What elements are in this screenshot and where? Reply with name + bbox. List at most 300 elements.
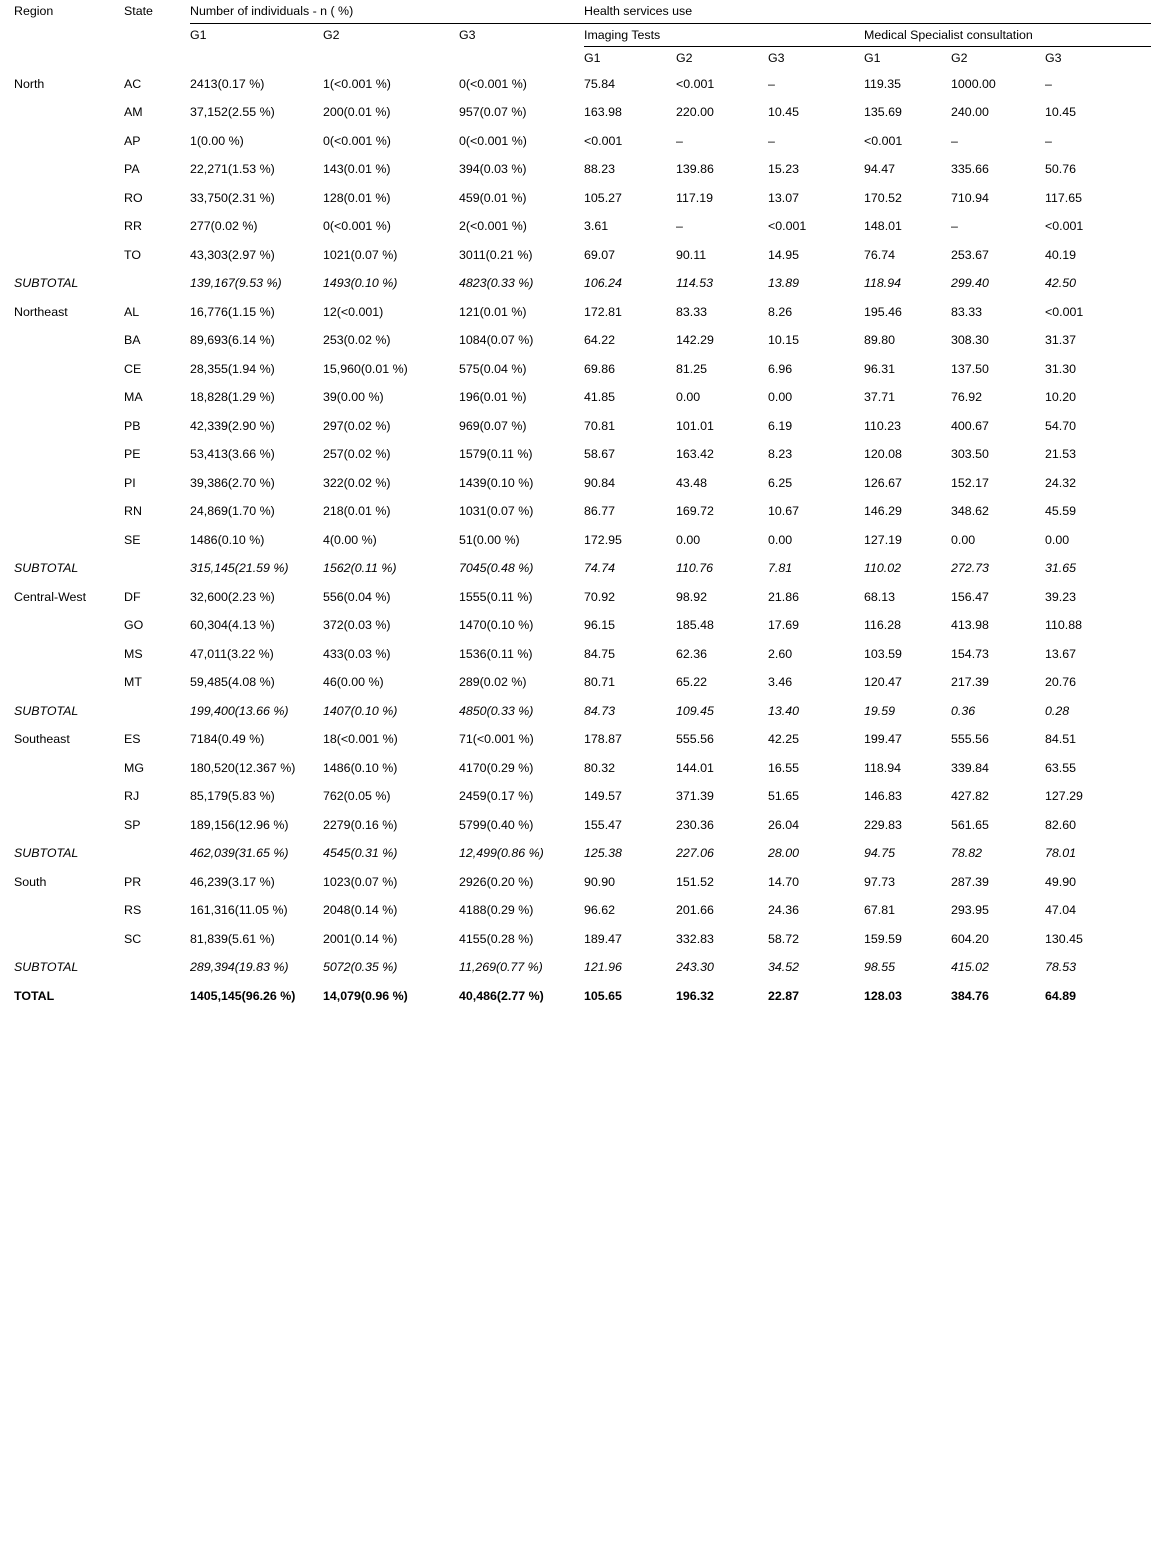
- cell-medical-g3: –: [1045, 133, 1052, 148]
- cell-imaging-g3: 3.46: [768, 675, 793, 689]
- cell-individuals-g3: 12,499(0.86 %): [459, 846, 544, 860]
- cell-individuals-g3: 4823(0.33 %): [459, 276, 534, 290]
- cell-medical-g3: 20.76: [1045, 675, 1077, 689]
- table-row: [14, 782, 1151, 811]
- column-group-health-services-use: Health services use: [584, 0, 1151, 23]
- cell-state: SC: [124, 931, 142, 946]
- cell-imaging-g1: 3.61: [584, 219, 609, 233]
- cell-medical-g1: 146.83: [864, 789, 902, 803]
- cell-individuals-g1: 1405,145(96.26 %): [190, 988, 296, 1003]
- cell-medical-g2: 83.33: [951, 304, 983, 319]
- cell-state: MG: [124, 760, 144, 775]
- cell-medical-g2: 400.67: [951, 418, 989, 433]
- cell-imaging-g3: 8.26: [768, 304, 793, 319]
- cell-medical-g2: 78.82: [951, 846, 983, 860]
- cell-medical-g3: 78.53: [1045, 960, 1077, 974]
- cell-medical-g2: 384.76: [951, 988, 989, 1003]
- cell-region: SUBTOTAL: [14, 960, 79, 974]
- cell-individuals-g1: 462,039(31.65 %): [190, 846, 289, 860]
- cell-medical-g1: 116.28: [864, 618, 901, 632]
- cell-medical-g2: 710.94: [951, 190, 989, 205]
- cell-region: [14, 412, 124, 441]
- cell-individuals-g2: 2279(0.16 %): [323, 817, 398, 832]
- cell-imaging-g2: 201.66: [676, 903, 714, 917]
- cell-imaging-g3: 6.19: [768, 418, 793, 433]
- cell-medical-g2: 154.73: [951, 646, 989, 661]
- cell-medical-g3: 10.20: [1045, 390, 1077, 404]
- cell-individuals-g2: 218(0.01 %): [323, 504, 391, 518]
- cell-region: SUBTOTAL: [14, 276, 79, 290]
- cell-individuals-g2: 143(0.01 %): [323, 162, 391, 176]
- cell-imaging-g3: 58.72: [768, 931, 800, 946]
- table-body: [14, 70, 1151, 1011]
- cell-region: Northeast: [14, 304, 68, 319]
- table-row: [14, 611, 1151, 640]
- cell-imaging-g3: 13.40: [768, 703, 800, 718]
- cell-imaging-g3: 2.60: [768, 646, 793, 661]
- cell-medical-g2: 272.73: [951, 561, 989, 575]
- cell-imaging-g2: 163.42: [676, 447, 714, 461]
- table-row: [14, 668, 1151, 697]
- table-row: [14, 526, 1151, 555]
- cell-imaging-g1: 189.47: [584, 931, 622, 946]
- cell-imaging-g1: 41.85: [584, 390, 616, 404]
- cell-medical-g3: 47.04: [1045, 903, 1077, 917]
- table-row-subtotal: [14, 839, 1151, 868]
- cell-individuals-g1: 189,156(12.96 %): [190, 817, 289, 832]
- table-row: [14, 440, 1151, 469]
- cell-medical-g3: 21.53: [1045, 447, 1077, 461]
- cell-individuals-g3: 1536(0.11 %): [459, 646, 533, 661]
- cell-medical-g1: 148.01: [864, 219, 902, 233]
- cell-state: RJ: [124, 789, 140, 803]
- cell-imaging-g3: 17.69: [768, 618, 800, 632]
- table-row: [14, 725, 1151, 754]
- cell-individuals-g3: 0(<0.001 %): [459, 76, 527, 91]
- cell-state: BA: [124, 333, 141, 347]
- cell-state: [124, 982, 190, 1011]
- cell-region: [14, 212, 124, 241]
- cell-state: GO: [124, 618, 144, 632]
- cell-region: South: [14, 874, 47, 889]
- cell-state: MA: [124, 390, 143, 404]
- cell-imaging-g2: 117.19: [676, 190, 713, 205]
- cell-medical-g3: 0.00: [1045, 532, 1070, 547]
- cell-individuals-g1: 18,828(1.29 %): [190, 390, 275, 404]
- cell-individuals-g2: 1486(0.10 %): [323, 760, 398, 775]
- cell-state: PB: [124, 418, 141, 433]
- cell-individuals-g1: 7184(0.49 %): [190, 732, 265, 746]
- header-row-subgroups: [14, 23, 1151, 47]
- cell-region: [14, 896, 124, 925]
- table-row: [14, 127, 1151, 156]
- cell-individuals-g1: 46,239(3.17 %): [190, 874, 275, 889]
- cell-region: TOTAL: [14, 988, 55, 1003]
- column-header-region: Region: [14, 4, 54, 18]
- cell-medical-g1: 76.74: [864, 247, 896, 262]
- column-header-individuals-g2: G2: [323, 27, 340, 42]
- cell-imaging-g1: 172.95: [584, 532, 622, 547]
- cell-medical-g3: –: [1045, 76, 1052, 91]
- cell-imaging-g1: 149.57: [584, 789, 622, 803]
- cell-imaging-g1: <0.001: [584, 133, 623, 148]
- cell-region: Central-West: [14, 589, 87, 604]
- cell-imaging-g1: 106.24: [584, 276, 622, 290]
- cell-individuals-g3: 957(0.07 %): [459, 105, 527, 119]
- cell-imaging-g2: 196.32: [676, 988, 714, 1003]
- cell-individuals-g1: 39,386(2.70 %): [190, 475, 275, 490]
- cell-individuals-g2: 4545(0.31 %): [323, 846, 398, 860]
- cell-state: [124, 697, 190, 726]
- cell-imaging-g3: 16.55: [768, 760, 800, 775]
- column-header-imaging-g1: G1: [584, 51, 601, 65]
- cell-individuals-g3: 4170(0.29 %): [459, 760, 534, 775]
- cell-medical-g3: 54.70: [1045, 418, 1077, 433]
- cell-individuals-g1: 85,179(5.83 %): [190, 789, 275, 803]
- cell-region: [14, 811, 124, 840]
- cell-imaging-g3: 28.00: [768, 846, 800, 860]
- cell-individuals-g3: 4850(0.33 %): [459, 703, 534, 718]
- cell-individuals-g1: 37,152(2.55 %): [190, 105, 275, 119]
- cell-state: [124, 269, 190, 298]
- header-spacer-individuals-g1: [190, 47, 323, 70]
- cell-imaging-g2: 227.06: [676, 846, 714, 860]
- cell-individuals-g2: 15,960(0.01 %): [323, 361, 408, 376]
- cell-imaging-g1: 64.22: [584, 333, 616, 347]
- cell-medical-g2: 253.67: [951, 247, 989, 262]
- cell-imaging-g2: 110.76: [676, 561, 713, 575]
- cell-imaging-g1: 86.77: [584, 504, 616, 518]
- column-group-imaging-tests: Imaging Tests: [584, 23, 864, 47]
- cell-individuals-g3: 969(0.07 %): [459, 418, 527, 433]
- cell-imaging-g3: 10.67: [768, 504, 800, 518]
- cell-imaging-g2: –: [676, 133, 683, 148]
- cell-imaging-g2: 220.00: [676, 105, 714, 119]
- cell-medical-g2: 293.95: [951, 903, 989, 917]
- cell-individuals-g2: 46(0.00 %): [323, 675, 384, 689]
- table-row: [14, 497, 1151, 526]
- cell-imaging-g1: 70.92: [584, 589, 616, 604]
- cell-imaging-g2: 371.39: [676, 789, 714, 803]
- table-row: [14, 70, 1151, 99]
- header-spacer-individuals-g2: [323, 47, 459, 70]
- cell-medical-g3: 24.32: [1045, 475, 1077, 490]
- cell-imaging-g3: 7.81: [768, 561, 793, 575]
- cell-individuals-g3: 459(0.01 %): [459, 190, 527, 205]
- cell-medical-g2: 0.36: [951, 703, 976, 718]
- cell-medical-g2: 335.66: [951, 162, 989, 176]
- table-row: [14, 896, 1151, 925]
- cell-individuals-g1: 2413(0.17 %): [190, 76, 265, 91]
- table-header: [14, 0, 1151, 70]
- cell-imaging-g2: 109.45: [676, 703, 714, 718]
- cell-medical-g3: 40.19: [1045, 247, 1077, 262]
- cell-region: [14, 754, 124, 783]
- cell-individuals-g2: 200(0.01 %): [323, 105, 391, 119]
- cell-individuals-g2: 12(<0.001): [323, 304, 384, 319]
- cell-state: PA: [124, 162, 140, 176]
- cell-state: TO: [124, 247, 141, 262]
- table-row: [14, 355, 1151, 384]
- cell-imaging-g1: 105.65: [584, 988, 622, 1003]
- cell-medical-g3: 13.67: [1045, 646, 1077, 661]
- cell-region: [14, 440, 124, 469]
- cell-state: CE: [124, 361, 142, 376]
- cell-medical-g3: 63.55: [1045, 760, 1077, 775]
- cell-individuals-g3: 2926(0.20 %): [459, 874, 534, 889]
- cell-individuals-g2: 322(0.02 %): [323, 475, 391, 490]
- cell-medical-g3: <0.001: [1045, 219, 1084, 233]
- cell-imaging-g2: 185.48: [676, 618, 714, 632]
- table-row: [14, 212, 1151, 241]
- column-header-medical-g3: G3: [1045, 51, 1062, 65]
- cell-imaging-g1: 105.27: [584, 190, 622, 205]
- cell-individuals-g1: 33,750(2.31 %): [190, 190, 275, 205]
- cell-imaging-g3: 8.23: [768, 447, 793, 461]
- table-row: [14, 155, 1151, 184]
- cell-imaging-g1: 88.23: [584, 162, 616, 176]
- cell-imaging-g3: 6.96: [768, 361, 793, 376]
- cell-state: AL: [124, 304, 140, 319]
- cell-medical-g2: 1000.00: [951, 76, 996, 91]
- cell-individuals-g1: 32,600(2.23 %): [190, 589, 275, 604]
- cell-imaging-g1: 70.81: [584, 418, 616, 433]
- cell-state: DF: [124, 589, 141, 604]
- cell-imaging-g2: 0.00: [676, 532, 701, 547]
- cell-medical-g3: 130.45: [1045, 931, 1083, 946]
- column-header-medical-g2: G2: [951, 51, 968, 65]
- cell-imaging-g3: 13.89: [768, 276, 800, 290]
- cell-medical-g1: 135.69: [864, 105, 902, 119]
- cell-imaging-g3: 34.52: [768, 960, 800, 974]
- cell-imaging-g2: 142.29: [676, 333, 714, 347]
- cell-medical-g2: 299.40: [951, 276, 989, 290]
- cell-individuals-g2: 372(0.03 %): [323, 618, 391, 632]
- cell-region: [14, 497, 124, 526]
- cell-region: [14, 469, 124, 498]
- cell-state: RR: [124, 219, 142, 233]
- header-spacer-region-2: [14, 47, 124, 70]
- cell-region: SUBTOTAL: [14, 703, 79, 718]
- cell-medical-g1: 110.23: [864, 418, 901, 433]
- cell-medical-g3: 82.60: [1045, 817, 1077, 832]
- cell-medical-g1: 120.08: [864, 447, 902, 461]
- table-row-subtotal: [14, 554, 1151, 583]
- cell-medical-g2: 415.02: [951, 960, 989, 974]
- cell-state: ES: [124, 732, 141, 746]
- cell-individuals-g2: 253(0.02 %): [323, 333, 391, 347]
- cell-medical-g1: 146.29: [864, 504, 902, 518]
- cell-medical-g2: 348.62: [951, 504, 989, 518]
- cell-medical-g1: <0.001: [864, 133, 903, 148]
- cell-state: PE: [124, 447, 141, 461]
- cell-medical-g1: 199.47: [864, 732, 902, 746]
- cell-individuals-g1: 16,776(1.15 %): [190, 304, 275, 319]
- cell-imaging-g1: 172.81: [584, 304, 622, 319]
- cell-medical-g2: 152.17: [951, 475, 989, 490]
- cell-imaging-g3: –: [768, 76, 775, 91]
- cell-medical-g3: 110.88: [1045, 618, 1082, 632]
- cell-individuals-g3: 7045(0.48 %): [459, 561, 534, 575]
- table-row-subtotal: [14, 697, 1151, 726]
- cell-medical-g3: 127.29: [1045, 789, 1083, 803]
- cell-state: AC: [124, 76, 142, 91]
- cell-region: [14, 668, 124, 697]
- cell-region: North: [14, 76, 45, 91]
- cell-imaging-g2: 98.92: [676, 589, 708, 604]
- cell-region: SUBTOTAL: [14, 846, 79, 860]
- cell-imaging-g1: 80.71: [584, 675, 616, 689]
- cell-medical-g1: 118.94: [864, 760, 901, 775]
- cell-state: AP: [124, 133, 141, 148]
- cell-individuals-g1: 53,413(3.66 %): [190, 447, 275, 461]
- column-group-medical-specialist-consultation: Medical Specialist consultation: [864, 23, 1151, 47]
- cell-individuals-g2: 762(0.05 %): [323, 789, 391, 803]
- cell-individuals-g3: 1084(0.07 %): [459, 333, 534, 347]
- cell-medical-g2: 0.00: [951, 532, 976, 547]
- cell-medical-g3: 49.90: [1045, 874, 1077, 889]
- cell-region: [14, 155, 124, 184]
- cell-region: [14, 782, 124, 811]
- table-row-subtotal: [14, 269, 1151, 298]
- cell-individuals-g3: 2(<0.001 %): [459, 219, 527, 233]
- cell-individuals-g2: 1023(0.07 %): [323, 874, 398, 889]
- cell-medical-g2: 303.50: [951, 447, 989, 461]
- cell-medical-g1: 67.81: [864, 903, 896, 917]
- cell-imaging-g1: 121.96: [584, 960, 622, 974]
- cell-medical-g1: 103.59: [864, 646, 902, 661]
- cell-individuals-g1: 81,839(5.61 %): [190, 931, 275, 946]
- cell-imaging-g2: –: [676, 219, 683, 233]
- cell-region: [14, 241, 124, 270]
- cell-imaging-g2: 230.36: [676, 817, 714, 832]
- cell-state: [124, 554, 190, 583]
- column-group-number-of-individuals: Number of individuals - n ( %): [190, 0, 584, 23]
- cell-imaging-g1: 125.38: [584, 846, 622, 860]
- cell-region: [14, 526, 124, 555]
- cell-state: AM: [124, 105, 143, 119]
- cell-individuals-g1: 180,520(12.367 %): [190, 760, 296, 775]
- cell-individuals-g2: 39(0.00 %): [323, 390, 384, 404]
- cell-imaging-g2: 243.30: [676, 960, 714, 974]
- cell-imaging-g3: 21.86: [768, 589, 800, 604]
- cell-medical-g1: 170.52: [864, 190, 902, 205]
- cell-individuals-g1: 199,400(13.66 %): [190, 703, 289, 718]
- cell-imaging-g1: 155.47: [584, 817, 622, 832]
- table-row: [14, 98, 1151, 127]
- cell-individuals-g1: 24,869(1.70 %): [190, 504, 275, 518]
- cell-individuals-g2: 433(0.03 %): [323, 646, 391, 661]
- cell-imaging-g1: 84.73: [584, 703, 616, 718]
- cell-state: MT: [124, 675, 142, 689]
- cell-individuals-g3: 196(0.01 %): [459, 390, 527, 404]
- cell-imaging-g3: 14.70: [768, 874, 800, 889]
- cell-individuals-g1: 161,316(11.05 %): [190, 903, 288, 917]
- cell-imaging-g2: 43.48: [676, 475, 708, 490]
- cell-region: [14, 640, 124, 669]
- cell-individuals-g3: 1031(0.07 %): [459, 504, 534, 518]
- cell-individuals-g2: 4(0.00 %): [323, 532, 377, 547]
- cell-imaging-g3: 22.87: [768, 988, 800, 1003]
- table-row-total: [14, 982, 1151, 1011]
- cell-medical-g3: 45.59: [1045, 504, 1077, 518]
- cell-individuals-g1: 43,303(2.97 %): [190, 247, 275, 262]
- cell-imaging-g2: 0.00: [676, 390, 701, 404]
- table-row: [14, 241, 1151, 270]
- cell-imaging-g1: 163.98: [584, 105, 622, 119]
- cell-imaging-g1: 96.15: [584, 618, 616, 632]
- cell-region: SUBTOTAL: [14, 561, 79, 575]
- cell-individuals-g3: 1555(0.11 %): [459, 589, 533, 604]
- cell-state: SE: [124, 532, 141, 547]
- cell-state: SP: [124, 817, 141, 832]
- cell-individuals-g1: 1(0.00 %): [190, 133, 244, 148]
- header-spacer-individuals-g3: [459, 47, 584, 70]
- cell-individuals-g2: 2048(0.14 %): [323, 903, 398, 917]
- cell-medical-g3: 42.50: [1045, 276, 1077, 290]
- cell-imaging-g1: 84.75: [584, 646, 616, 661]
- cell-medical-g2: 287.39: [951, 874, 989, 889]
- cell-individuals-g3: 121(0.01 %): [459, 304, 527, 319]
- cell-individuals-g1: 47,011(3.22 %): [190, 646, 274, 661]
- cell-individuals-g2: 1493(0.10 %): [323, 276, 398, 290]
- cell-region: [14, 326, 124, 355]
- cell-medical-g1: 126.67: [864, 475, 902, 490]
- cell-individuals-g2: 14,079(0.96 %): [323, 988, 408, 1003]
- cell-imaging-g1: 69.07: [584, 247, 616, 262]
- cell-imaging-g3: 24.36: [768, 903, 800, 917]
- cell-individuals-g2: 18(<0.001 %): [323, 732, 398, 746]
- cell-imaging-g2: 114.53: [676, 276, 713, 290]
- cell-medical-g1: 68.13: [864, 589, 896, 604]
- table-row: [14, 383, 1151, 412]
- cell-medical-g1: 37.71: [864, 390, 896, 404]
- table-row: [14, 469, 1151, 498]
- cell-medical-g2: 308.30: [951, 333, 989, 347]
- cell-individuals-g2: 1021(0.07 %): [323, 247, 398, 262]
- table-row: [14, 412, 1151, 441]
- cell-individuals-g1: 139,167(9.53 %): [190, 276, 282, 290]
- cell-medical-g1: 120.47: [864, 675, 902, 689]
- cell-imaging-g1: 80.32: [584, 760, 616, 775]
- cell-imaging-g3: –: [768, 133, 775, 148]
- cell-medical-g3: 31.37: [1045, 333, 1077, 347]
- cell-imaging-g3: 10.45: [768, 105, 800, 119]
- cell-imaging-g2: 332.83: [676, 931, 714, 946]
- column-header-state: State: [124, 4, 153, 18]
- cell-medical-g1: 89.80: [864, 333, 896, 347]
- cell-individuals-g1: 1486(0.10 %): [190, 532, 265, 547]
- cell-medical-g3: 64.89: [1045, 988, 1077, 1003]
- cell-region: [14, 355, 124, 384]
- cell-imaging-g1: 90.90: [584, 874, 616, 889]
- cell-individuals-g1: 89,693(6.14 %): [190, 333, 275, 347]
- cell-individuals-g3: 5799(0.40 %): [459, 817, 534, 832]
- cell-imaging-g3: 15.23: [768, 162, 800, 176]
- cell-medical-g3: 50.76: [1045, 162, 1077, 176]
- cell-imaging-g3: 26.04: [768, 817, 800, 832]
- cell-medical-g1: 159.59: [864, 931, 902, 946]
- cell-individuals-g3: 40,486(2.77 %): [459, 988, 544, 1003]
- cell-medical-g1: 110.02: [864, 561, 901, 575]
- cell-state: RN: [124, 504, 142, 518]
- cell-medical-g3: 10.45: [1045, 105, 1077, 119]
- cell-medical-g3: 117.65: [1045, 190, 1082, 205]
- cell-imaging-g2: 151.52: [676, 874, 714, 889]
- header-spacer-state-2: [124, 47, 190, 70]
- cell-region: Southeast: [14, 732, 70, 746]
- cell-medical-g3: 84.51: [1045, 732, 1077, 746]
